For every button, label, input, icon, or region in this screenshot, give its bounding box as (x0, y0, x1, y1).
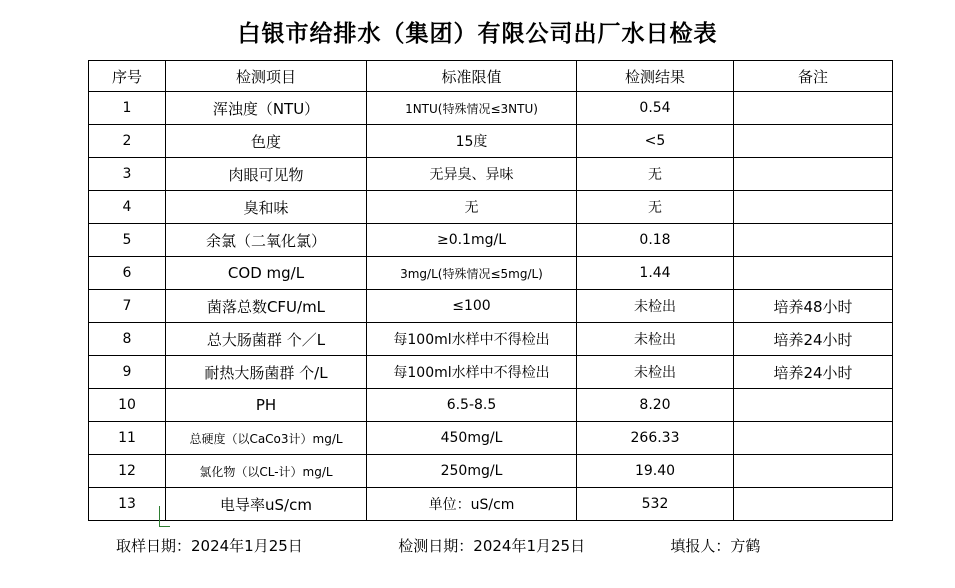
table-header-row (89, 61, 893, 92)
cell-remark (734, 92, 893, 125)
table-row (89, 257, 893, 290)
cell-item: 总硬度（以CaCo3计）mg/L (166, 422, 367, 455)
cell-item: 氯化物（以CL-计）mg/L (166, 455, 367, 488)
cell-result: 8.20 (577, 389, 734, 422)
cell-limit: 3mg/L(特殊情况≤5mg/L) (367, 257, 577, 290)
footer-row (0, 535, 955, 556)
cell-no: 7 (89, 290, 166, 323)
cell-no: 4 (89, 191, 166, 224)
cell-result: 未检出 (577, 323, 734, 356)
header-cell-item: 检测项目 (166, 61, 367, 92)
cell-limit: 1NTU(特殊情况≤3NTU) (367, 92, 577, 125)
cell-result: 0.54 (577, 92, 734, 125)
cell-remark (734, 158, 893, 191)
cell-no: 1 (89, 92, 166, 125)
cell-limit: 250mg/L (367, 455, 577, 488)
cell-remark (734, 455, 893, 488)
cell-item: 余氯（二氧化氯） (166, 224, 367, 257)
cell-item: 肉眼可见物 (166, 158, 367, 191)
cell-result: 266.33 (577, 422, 734, 455)
cell-limit: 15度 (367, 125, 577, 158)
cell-item: COD mg/L (166, 257, 367, 290)
cell-limit: ≥0.1mg/L (367, 224, 577, 257)
cell-result: 532 (577, 488, 734, 521)
cell-remark (734, 422, 893, 455)
cell-item: 总大肠菌群 个／L (166, 323, 367, 356)
cell-result: 未检出 (577, 356, 734, 389)
header-cell-result: 检测结果 (577, 61, 734, 92)
table-row (89, 125, 893, 158)
sampling-date: 取样日期：2024年1月25日 (116, 537, 303, 555)
table-body (89, 92, 893, 521)
cell-result: 0.18 (577, 224, 734, 257)
cell-limit: 无 (367, 191, 577, 224)
cell-remark (734, 257, 893, 290)
cell-result: 19.40 (577, 455, 734, 488)
cell-result: 无 (577, 191, 734, 224)
header-cell-remark: 备注 (734, 61, 893, 92)
cell-result: 无 (577, 158, 734, 191)
cell-no: 13 (89, 488, 166, 521)
cell-limit: 每100ml水样中不得检出 (367, 323, 577, 356)
cell-result: <5 (577, 125, 734, 158)
cell-no: 8 (89, 323, 166, 356)
cell-result: 1.44 (577, 257, 734, 290)
report-table-container (0, 60, 955, 521)
cell-remark (734, 488, 893, 521)
cell-no: 12 (89, 455, 166, 488)
cell-item: PH (166, 389, 367, 422)
table-row (89, 290, 893, 323)
cell-limit: 6.5-8.5 (367, 389, 577, 422)
cell-limit: 单位：uS/cm (367, 488, 577, 521)
page-title: 白银市给排水（集团）有限公司出厂水日检表 (237, 21, 718, 47)
cell-remark (734, 389, 893, 422)
table-row (89, 191, 893, 224)
table-row (89, 323, 893, 356)
cell-no: 9 (89, 356, 166, 389)
table-row (89, 356, 893, 389)
testing-date: 检测日期：2024年1月25日 (398, 537, 586, 555)
cell-remark (734, 125, 893, 158)
table-row (89, 92, 893, 125)
cell-item: 菌落总数CFU/mL (166, 290, 367, 323)
table-row (89, 422, 893, 455)
cell-no: 10 (89, 389, 166, 422)
cell-no: 2 (89, 125, 166, 158)
cell-item: 耐热大肠菌群 个/L (166, 356, 367, 389)
cell-remark (734, 191, 893, 224)
cell-remark: 培养48小时 (734, 290, 893, 323)
cell-item: 色度 (166, 125, 367, 158)
table-row (89, 488, 893, 521)
table-row (89, 389, 893, 422)
cell-no: 11 (89, 422, 166, 455)
cell-no: 3 (89, 158, 166, 191)
cell-limit: 每100ml水样中不得检出 (367, 356, 577, 389)
cell-no: 6 (89, 257, 166, 290)
cell-limit: ≤100 (367, 290, 577, 323)
header-cell-limit: 标准限值 (367, 61, 577, 92)
water-quality-table (88, 60, 893, 521)
cell-result: 未检出 (577, 290, 734, 323)
header-cell-no: 序号 (89, 61, 166, 92)
cell-remark (734, 224, 893, 257)
reporter-name: 填报人：方鹤 (670, 537, 761, 555)
table-row (89, 224, 893, 257)
cell-limit: 450mg/L (367, 422, 577, 455)
cell-limit: 无异臭、异味 (367, 158, 577, 191)
cell-remark: 培养24小时 (734, 323, 893, 356)
table-row (89, 158, 893, 191)
table-header (89, 61, 893, 92)
cell-remark: 培养24小时 (734, 356, 893, 389)
cell-item: 臭和味 (166, 191, 367, 224)
cell-item: 浑浊度（NTU） (166, 92, 367, 125)
table-row (89, 455, 893, 488)
cell-no: 5 (89, 224, 166, 257)
cell-item: 电导率uS/cm (166, 488, 367, 521)
